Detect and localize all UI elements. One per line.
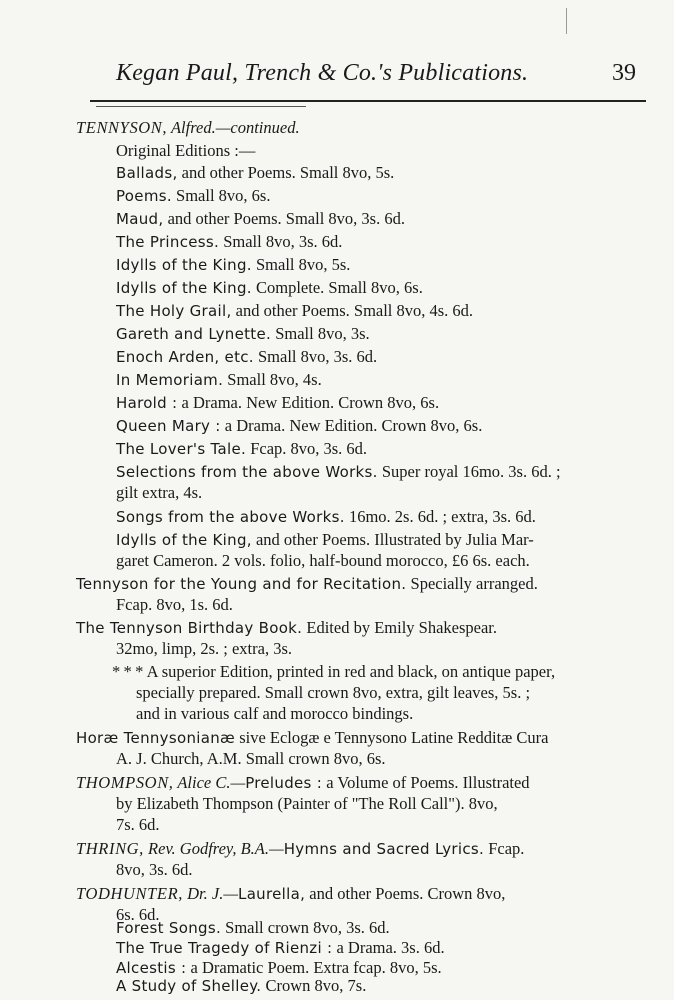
list-item [116,976,366,996]
list-item: Harold : a Drama. New Edition. Crown 8vo, 6s. [116,393,440,412]
header-rule [90,100,646,102]
list-item-continuation: 7s. 6d. [116,815,160,834]
list-item: Songs from the above Works. 16mo. 2s. 6d. ; extra, 3s. 6d. [116,507,536,526]
entry-todhunter: TODHUNTER, Dr. J.—Laurella, and other Poems. Crown 8vo, [76,884,506,903]
list-item: Idylls of the King. Small 8vo, 5s. [116,255,351,274]
list-item: The Holy Grail, and other Poems. Small 8vo, 4s. 6d. [116,301,474,320]
running-header [116,60,636,94]
list-item: Poems. Small 8vo, 6s. [116,186,271,205]
asterism-mark: * * * [112,662,144,681]
list-item-continuation: 8vo, 3s. 6d. [116,860,193,879]
original-editions-label: Original Editions :— [116,141,256,160]
list-item: Selections from the above Works. Super royal 16mo. 3s. 6d. ; [116,462,561,481]
entry-thompson: THOMPSON, Alice C.—Preludes : a Volume of Poems. Illustrated [76,773,530,792]
list-item: Idylls of the King. Complete. Small 8vo, 6s. [116,278,423,297]
list-item-continuation: garet Cameron. 2 vols. folio, half-bound morocco, £6 6s. each. [116,551,530,570]
list-item: Queen Mary : a Drama. New Edition. Crown 8vo, 6s. [116,416,483,435]
list-item-continuation: A. J. Church, A.M. Small crown 8vo, 6s. [116,749,386,768]
list-item: Horæ Tennysonianæ sive Eclogæ e Tennysono Latine Redditæ Cura [76,728,549,747]
entry-thring: THRING, Rev. Godfrey, B.A.—Hymns and Sacred Lyrics. Fcap. [76,839,525,858]
list-item: Alcestis : a Dramatic Poem. Extra fcap. 8vo, 5s. [116,958,442,977]
list-item-continuation: Fcap. 8vo, 1s. 6d. [116,595,233,614]
list-item: Idylls of the King, and other Poems. Illustrated by Julia Mar- [116,530,534,549]
margin-mark [566,8,579,34]
list-item: Ballads, and other Poems. Small 8vo, 5s. [116,163,395,182]
list-item: Tennyson for the Young and for Recitation. Specially arranged. [76,574,538,593]
list-item: Enoch Arden, etc. Small 8vo, 3s. 6d. [116,347,378,366]
note-superior-edition: * * * A superior Edition, printed in red and black, on antique paper, [112,662,556,681]
list-item-continuation: gilt extra, 4s. [116,483,203,502]
list-item: The Tennyson Birthday Book. Edited by Emily Shakespear. [76,618,498,637]
list-item: In Memoriam. Small 8vo, 4s. [116,370,322,389]
list-item-continuation: by Elizabeth Thompson (Painter of "The Roll Call"). 8vo, [116,794,498,813]
list-item-title: A Study of Shelley. [116,977,262,995]
entry-tennyson-heading: TENNYSON, Alfred.—continued. [76,118,300,137]
note-continuation: and in various calf and morocco bindings. [136,704,414,723]
page-number: 39 [612,60,636,86]
list-item: The Lover's Tale. Fcap. 8vo, 3s. 6d. [116,439,368,458]
header-rule-accent [96,106,306,107]
list-item: The True Tragedy of Rienzi : a Drama. 3s. 6d. [116,938,445,957]
header-title: Kegan Paul, Trench & Co.'s Publications. [116,60,529,86]
list-item: Gareth and Lynette. Small 8vo, 3s. [116,324,370,343]
list-item-detail: Crown 8vo, 7s. [261,976,367,995]
list-item-continuation: 6s. 6d. [116,905,160,924]
note-continuation: specially prepared. Small crown 8vo, extra, gilt leaves, 5s. ; [136,683,531,702]
list-item: The Princess. Small 8vo, 3s. 6d. [116,232,343,251]
list-item: Forest Songs. Small crown 8vo, 3s. 6d. [116,918,390,937]
list-item: Maud, and other Poems. Small 8vo, 3s. 6d. [116,209,405,228]
list-item-continuation: 32mo, limp, 2s. ; extra, 3s. [116,639,292,658]
